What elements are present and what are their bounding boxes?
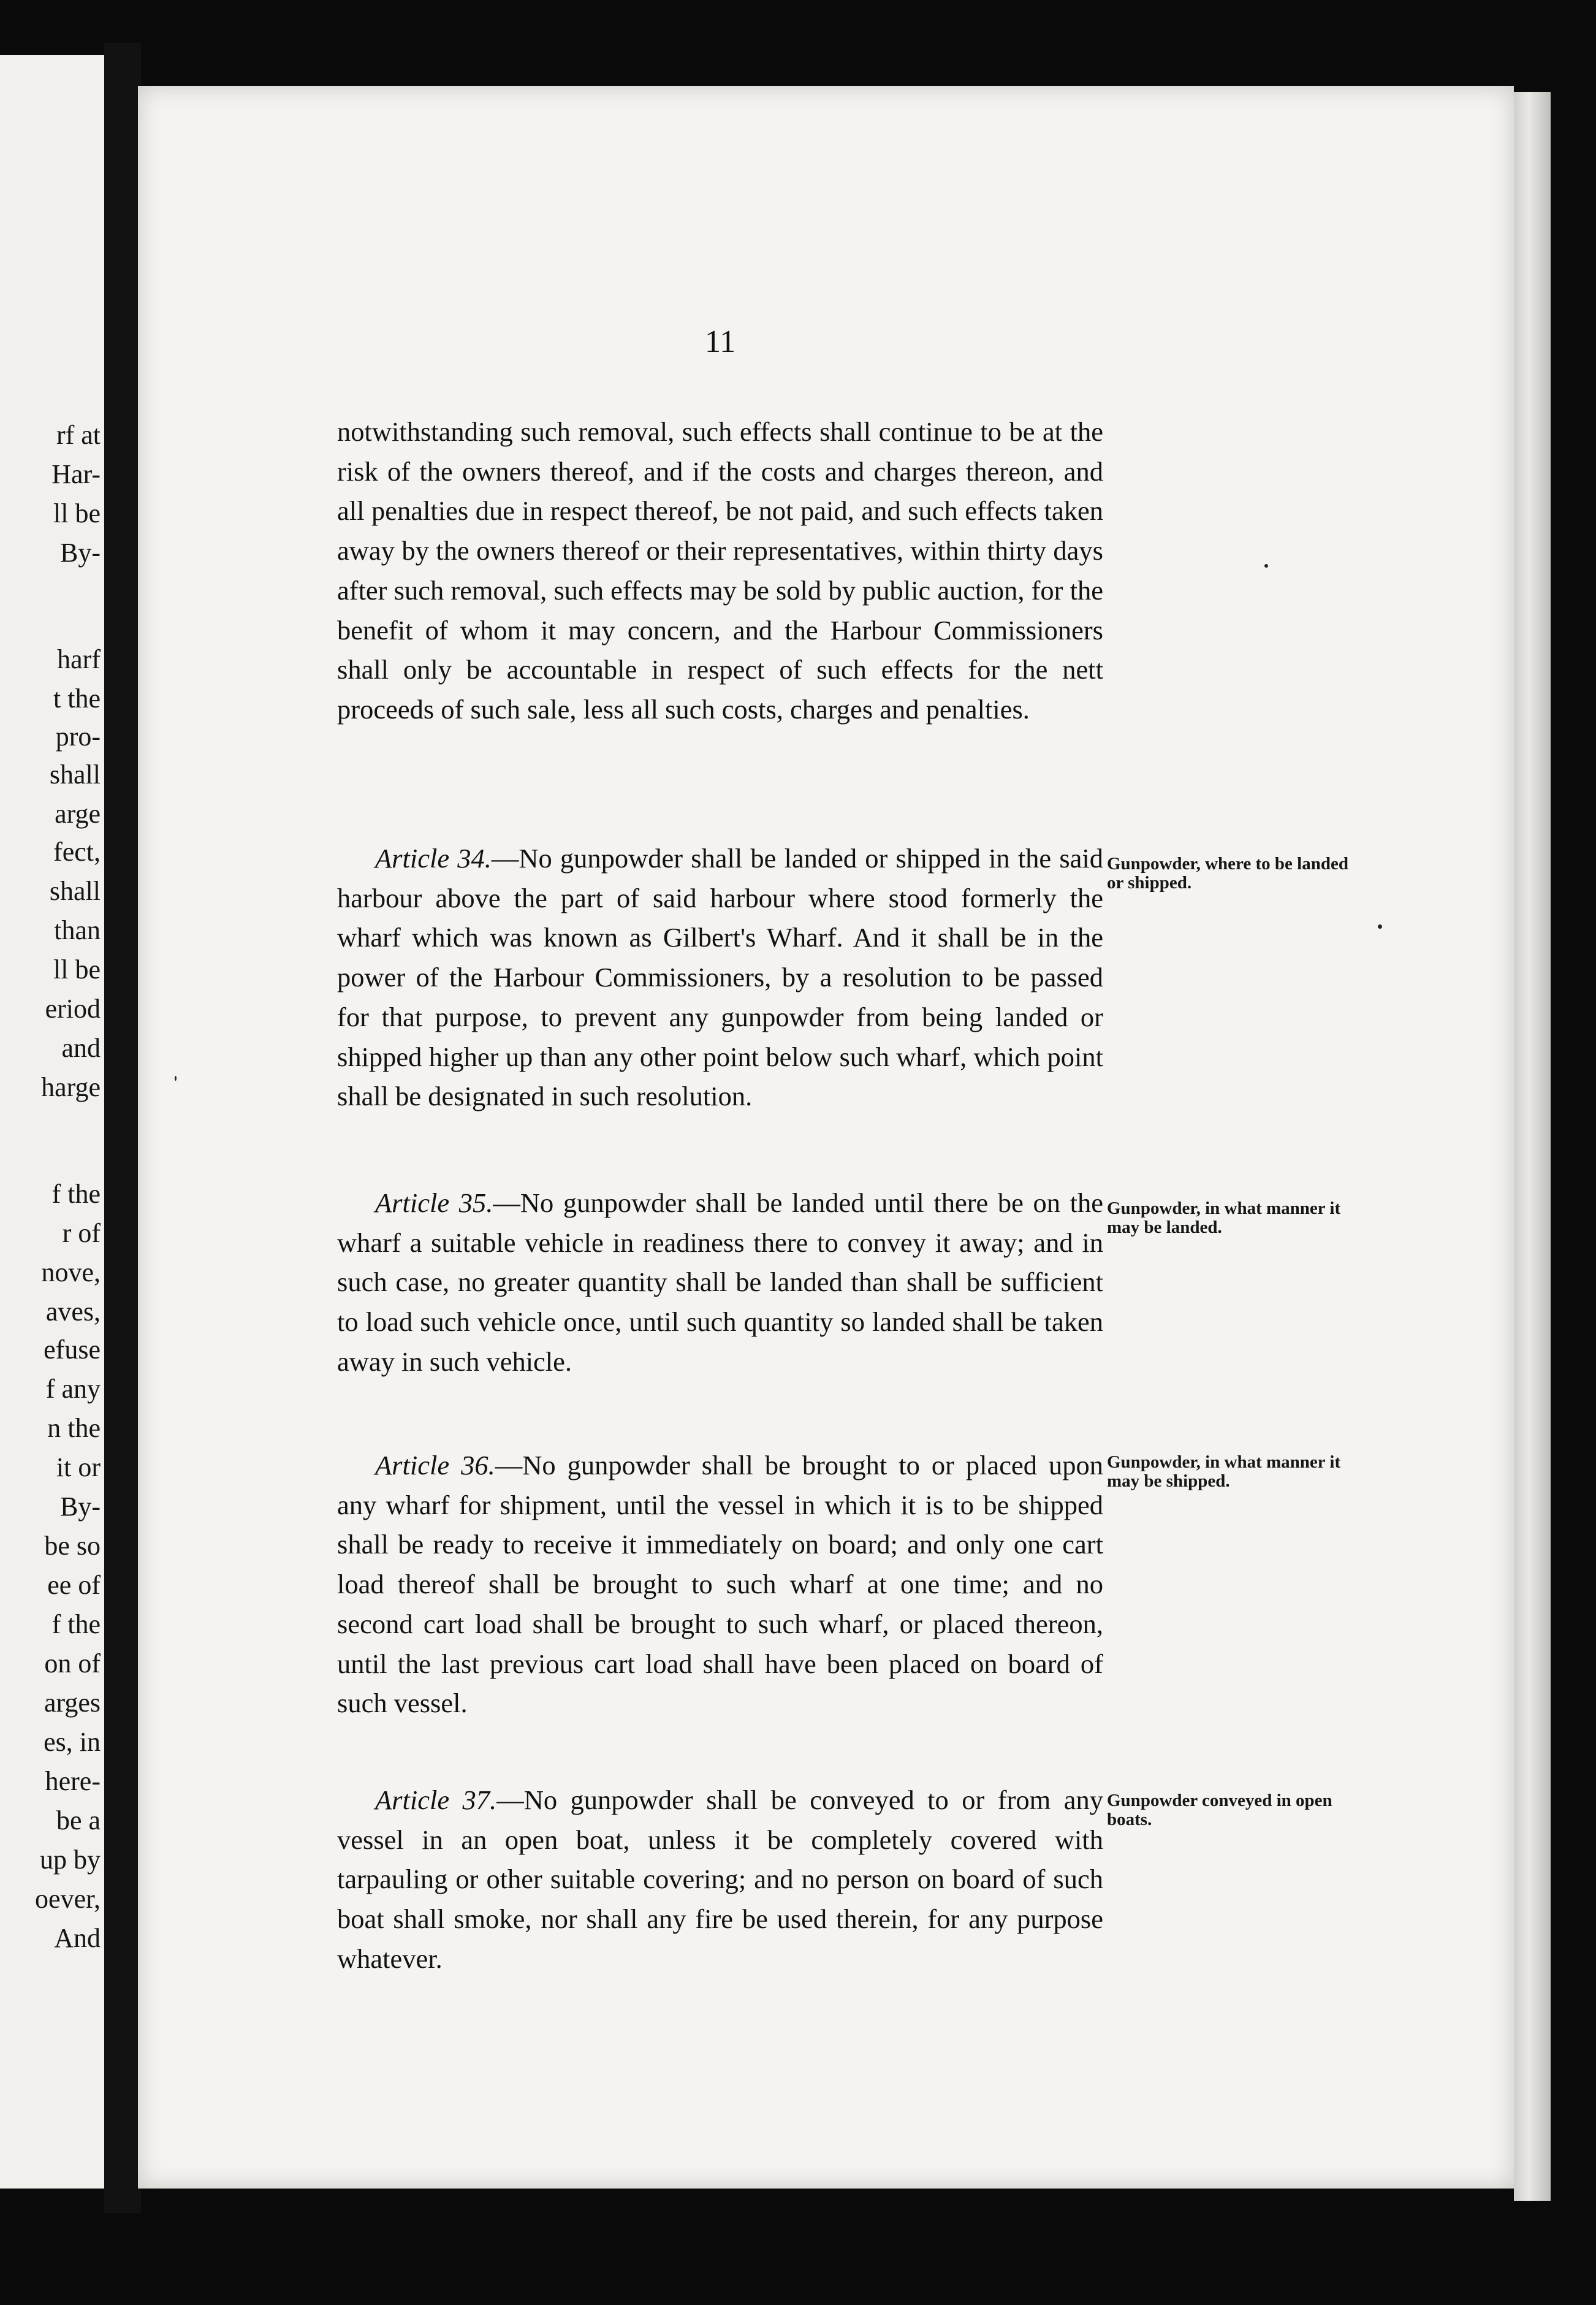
facing-page-line: ee of — [47, 1570, 101, 1600]
facing-page-line: efuse — [44, 1335, 101, 1365]
facing-page-line: By- — [60, 538, 101, 568]
article-36-label: Article 36. — [375, 1450, 495, 1480]
article-37-paragraph — [337, 1780, 1103, 1979]
facing-page-line: and — [61, 1033, 101, 1063]
facing-page-line: n the — [47, 1413, 101, 1443]
facing-page-line: be so — [44, 1531, 101, 1561]
facing-page-line: f the — [51, 1609, 101, 1639]
article-34-paragraph — [337, 839, 1103, 1116]
article-37 — [337, 1780, 1103, 1979]
facing-page-line: Har- — [51, 459, 101, 489]
article-34-label: Article 34. — [375, 843, 492, 874]
page-edge — [1514, 92, 1551, 2201]
article-35-text: —No gunpowder shall be landed until there be on the wharf a suitable vehicle in readiness there to convey it away; and in such case, no greater quantity shall be landed than shall be sufficient to load such vehicle once, until such quantity so landed shall be taken away in such vehicle. — [337, 1187, 1104, 1377]
facing-page-line: eriod — [45, 994, 101, 1024]
article-37-text: —No gunpowder shall be conveyed to or from any vessel in an open boat, unless it be completely covered with tarpauling or other suitable covering; and no person on board of such boat shall smoke, nor shall any fire be used therein, for any purpose whatever. — [337, 1785, 1103, 1974]
facing-page-line: shall — [49, 760, 101, 790]
facing-page-line: fect, — [53, 837, 101, 867]
facing-page-line: harf — [57, 644, 101, 674]
article-34 — [337, 839, 1103, 1116]
facing-page-line: aves, — [45, 1297, 101, 1327]
facing-page-line: oever, — [35, 1884, 101, 1914]
scan-speck — [175, 1076, 177, 1081]
facing-page-line: arges — [44, 1688, 101, 1718]
article-35-label: Article 35. — [375, 1187, 493, 1218]
facing-page-line: f the — [51, 1179, 101, 1209]
facing-page-line: f any — [45, 1374, 101, 1404]
facing-page-line: t the — [53, 684, 101, 714]
margin-note-article-36: Gunpowder, in what manner it may be shipped. — [1107, 1452, 1341, 1491]
paragraph-continuation — [337, 412, 1103, 730]
scan-speck — [1378, 924, 1382, 929]
facing-page-line: pro- — [55, 722, 101, 752]
facing-page-line: up by — [40, 1845, 101, 1875]
margin-note-article-34: Gunpowder, where to be landed or shipped. — [1107, 854, 1348, 893]
facing-page-line: be a — [56, 1805, 101, 1835]
paragraph-text: notwithstanding such removal, such effects shall continue to be at the risk of the owners thereof, and if the costs and charges thereon, and all penalties due in respect thereof, be not paid, and such effects taken away by the owners thereof or their representatives, within thirty days after such removal, such effects may be sold by public auction, for the benefit of whom it may concern, and the Harbour Commissioners shall only be accountable in respect of such effects for the nett proceeds of such sale, less all such costs, charges and penalties. — [337, 416, 1103, 725]
margin-note-article-37: Gunpowder conveyed in open boats. — [1107, 1791, 1332, 1829]
article-36 — [337, 1446, 1103, 1723]
facing-page-line: ll be — [53, 954, 101, 985]
facing-page-fragment — [0, 55, 104, 2189]
facing-page-line: es, in — [44, 1727, 101, 1757]
facing-page-line: By- — [60, 1492, 101, 1522]
facing-page-line: ll be — [53, 498, 101, 528]
facing-page-line: on of — [44, 1648, 101, 1678]
margin-note-article-35: Gunpowder, in what manner it may be landed. — [1107, 1198, 1341, 1237]
article-35 — [337, 1183, 1103, 1382]
article-36-paragraph — [337, 1446, 1103, 1723]
article-34-text: —No gunpowder shall be landed or shipped in the said harbour above the part of said harbour where stood formerly the wharf which was known as Gilbert's Wharf. And it shall be in the power of the Harbour Commissioners, by a resolution to be passed for that purpose, to prevent any gunpowder from being landed or shipped higher up than any other point below such wharf, which point shall be designated in such resolution. — [337, 843, 1104, 1112]
facing-page-line: rf at — [56, 420, 101, 450]
article-36-text: —No gunpowder shall be brought to or placed upon any wharf for shipment, until the vessel in which it is to be shipped shall be ready to receive it immediately on board; and only one cart load thereof shall be brought to such wharf at one time; and no second cart load shall be brought to such wharf, or placed thereon, until the last previous cart load shall have been placed on board of such vessel. — [337, 1450, 1104, 1719]
facing-page-line: it or — [56, 1452, 101, 1482]
facing-page-line: harge — [41, 1072, 101, 1102]
facing-page-line: nove, — [41, 1257, 101, 1287]
article-37-label: Article 37. — [375, 1785, 497, 1815]
facing-page-line: shall — [49, 876, 101, 906]
page-number: 11 — [705, 324, 736, 359]
binding-gutter — [104, 43, 141, 2213]
article-35-paragraph — [337, 1183, 1103, 1382]
facing-page-line: And — [54, 1923, 101, 1953]
facing-page-line: r of — [62, 1218, 101, 1248]
facing-page-line: here- — [45, 1766, 101, 1796]
scan-speck — [1264, 564, 1268, 568]
facing-page-line: than — [54, 915, 101, 945]
facing-page-line: arge — [55, 799, 101, 829]
